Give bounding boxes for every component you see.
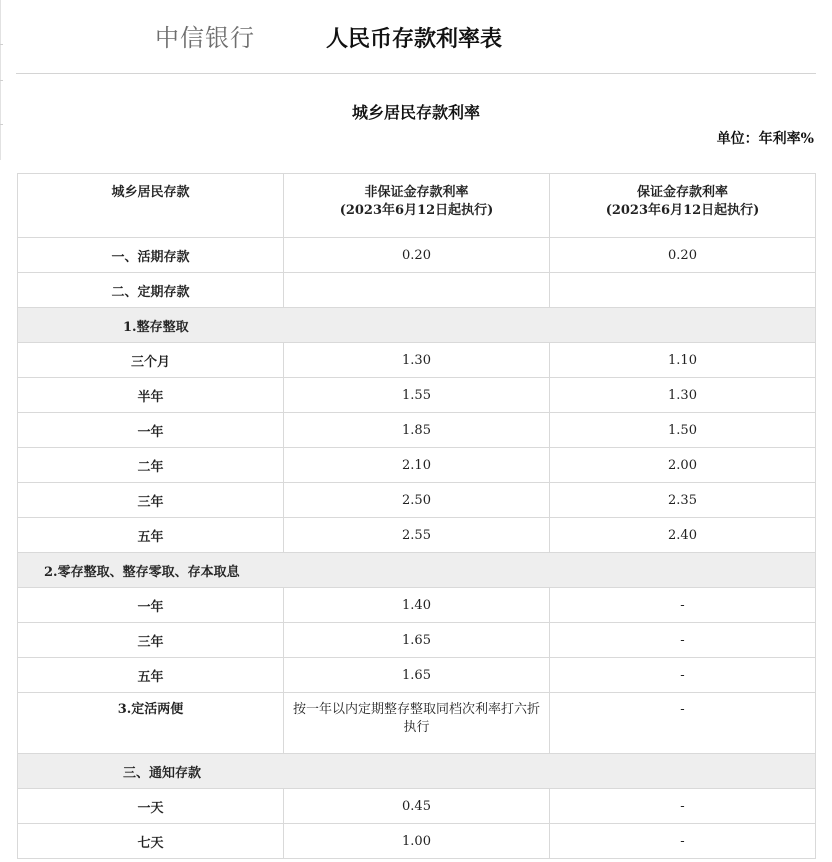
table-row	[18, 378, 816, 413]
row-label-cell: 三个月	[18, 343, 284, 378]
margin-rate-cell: 2.00	[550, 448, 816, 483]
header-divider	[16, 73, 816, 74]
row-label-cell: 二、定期存款	[18, 273, 284, 308]
margin-rate-cell: 2.40	[550, 518, 816, 553]
margin-rate-cell: -	[550, 588, 816, 623]
margin-rate-cell: -	[550, 789, 816, 824]
group-label: 1.整存整取	[18, 308, 816, 343]
non-margin-rate-cell: 1.55	[284, 378, 550, 413]
column-header-line1: 城乡居民存款	[111, 185, 190, 200]
row-label-cell: 一、活期存款	[18, 238, 284, 273]
group-label: 三、通知存款	[18, 754, 816, 789]
column-header-line1: 保证金存款利率	[636, 185, 728, 200]
table-row	[18, 448, 816, 483]
unit-label: 单位：年利率%	[716, 131, 814, 147]
row-label-cell: 一天	[18, 789, 284, 824]
row-label-cell: 五年	[18, 658, 284, 693]
table-row	[18, 273, 816, 308]
deposit-rate-table	[17, 173, 816, 859]
column-header-category	[18, 174, 284, 238]
table-row	[18, 518, 816, 553]
non-margin-rate-cell: 2.50	[284, 483, 550, 518]
column-header-non-margin	[284, 174, 550, 238]
non-margin-rate-cell: 1.65	[284, 658, 550, 693]
bank-logo[interactable]: 中信银行	[155, 24, 255, 52]
page-header	[0, 0, 832, 74]
page-title: 人民币存款利率表	[326, 26, 503, 52]
table-group-row	[18, 754, 816, 789]
column-header-margin	[550, 174, 816, 238]
column-header-line2: (2023年6月12日起执行)	[605, 203, 760, 218]
left-edge-tick	[0, 124, 3, 125]
margin-rate-cell: -	[550, 693, 816, 754]
margin-rate-cell: -	[550, 623, 816, 658]
left-edge-tick	[0, 80, 3, 81]
table-group-row	[18, 308, 816, 343]
row-label-cell: 一年	[18, 413, 284, 448]
table-row	[18, 623, 816, 658]
margin-rate-cell	[550, 273, 816, 308]
table-row	[18, 789, 816, 824]
table-row	[18, 824, 816, 859]
table-row	[18, 238, 816, 273]
row-label-cell: 半年	[18, 378, 284, 413]
non-margin-rate-cell: 2.55	[284, 518, 550, 553]
non-margin-rate-cell: 1.85	[284, 413, 550, 448]
margin-rate-cell: 1.30	[550, 378, 816, 413]
group-label: 2.零存整取、整存零取、存本取息	[18, 553, 816, 588]
non-margin-rate-cell: 1.65	[284, 623, 550, 658]
margin-rate-cell: 1.50	[550, 413, 816, 448]
non-margin-rate-cell: 0.20	[284, 238, 550, 273]
table-row	[18, 658, 816, 693]
margin-rate-cell: -	[550, 824, 816, 859]
non-margin-rate-cell: 2.10	[284, 448, 550, 483]
non-margin-rate-cell	[284, 273, 550, 308]
margin-rate-cell: 1.10	[550, 343, 816, 378]
row-label-cell: 一年	[18, 588, 284, 623]
table-group-row	[18, 553, 816, 588]
section-title: 城乡居民存款利率	[351, 103, 480, 122]
row-label-cell: 五年	[18, 518, 284, 553]
table-row	[18, 483, 816, 518]
table-row	[18, 413, 816, 448]
table-row	[18, 588, 816, 623]
margin-rate-cell: 2.35	[550, 483, 816, 518]
non-margin-rate-cell: 1.40	[284, 588, 550, 623]
table-header-row	[18, 174, 816, 238]
non-margin-rate-cell: 0.45	[284, 789, 550, 824]
column-header-line1: 非保证金存款利率	[364, 185, 469, 200]
margin-rate-cell: 0.20	[550, 238, 816, 273]
table-row	[18, 343, 816, 378]
row-label-cell: 二年	[18, 448, 284, 483]
row-label-cell: 七天	[18, 824, 284, 859]
row-label-cell: 三年	[18, 623, 284, 658]
non-margin-rate-cell: 1.30	[284, 343, 550, 378]
non-margin-rate-cell: 按一年以内定期整存整取同档次利率打六折执行	[284, 693, 550, 754]
table-row	[18, 693, 816, 754]
non-margin-rate-cell: 1.00	[284, 824, 550, 859]
margin-rate-cell: -	[550, 658, 816, 693]
row-label-cell: 三年	[18, 483, 284, 518]
column-header-line2: (2023年6月12日起执行)	[339, 203, 494, 218]
row-label-cell: 3.定活两便	[18, 693, 284, 754]
